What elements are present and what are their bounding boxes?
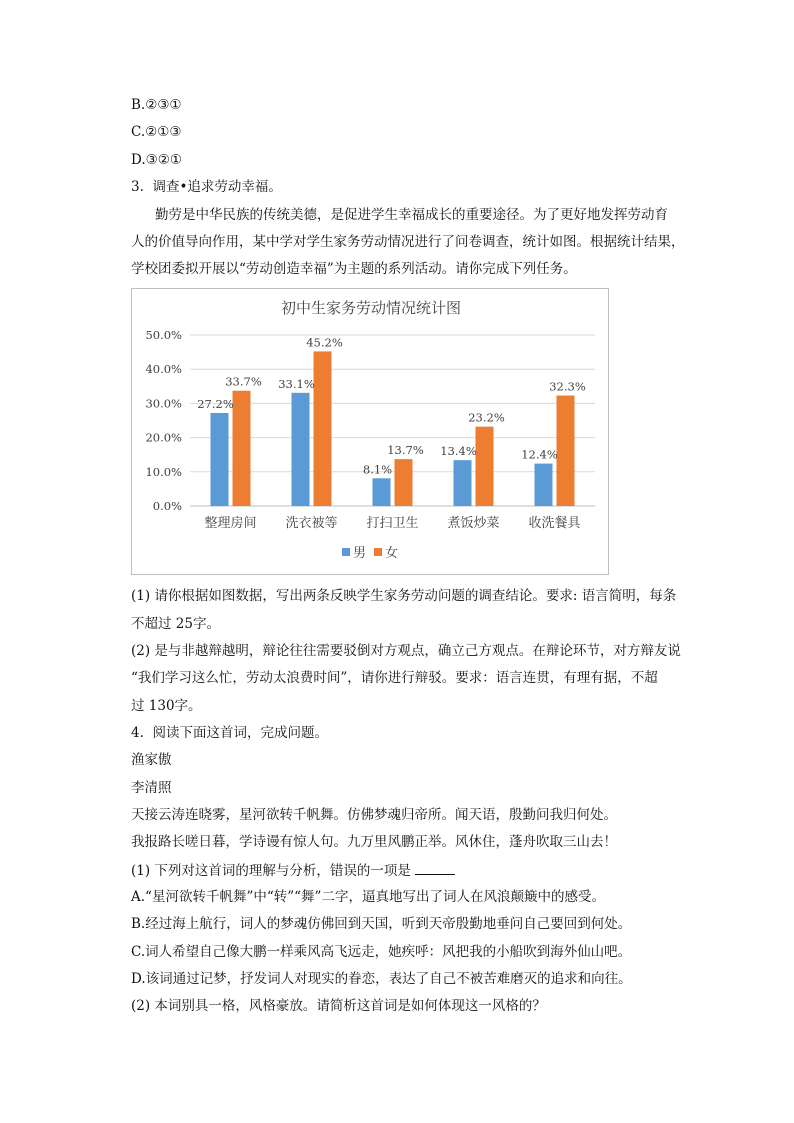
poem-title: 渔家傲 xyxy=(131,752,172,768)
chart-title: 初中生家务劳动情况统计图 xyxy=(280,299,462,317)
q3-heading: 3. 调查•追求劳动幸福。 xyxy=(131,179,282,195)
poem-verse1: 天接云涛连晓雾，星河欲转千帆舞。仿佛梦魂归帝所。闻天语，殷勤问我归何处。 xyxy=(131,807,617,823)
q4-sub1-text: (1) 下列对这首词的理解与分析，错误的一项是 xyxy=(131,863,411,879)
data-label: 32.3% xyxy=(549,379,586,394)
data-label: 33.7% xyxy=(225,374,262,389)
option-b-prev: B.②③① xyxy=(131,97,182,113)
q4-option-b: B.经过海上航行，词人的梦魂仿佛回到天国，听到天帝殷勤地垂问自己要回到何处。 xyxy=(131,916,632,932)
q3-para-line2: 人的价值导向作用，某中学对学生家务劳动情况进行了问卷调查，统计如图。根据统计结果， xyxy=(131,234,685,250)
legend-swatch xyxy=(342,548,350,556)
category-label: 收洗餐具 xyxy=(528,516,581,531)
data-label: 33.1% xyxy=(278,376,315,391)
task2-line3: 过 130字。 xyxy=(131,698,202,714)
option-d-prev: D.③②① xyxy=(131,152,182,168)
bar-male xyxy=(454,460,472,506)
legend-swatch xyxy=(374,548,382,556)
data-label: 13.4% xyxy=(440,444,477,459)
task1-line2: 不超过 25字。 xyxy=(131,616,220,632)
category-label: 煮饭炒菜 xyxy=(447,516,500,531)
y-tick-label: 50.0% xyxy=(145,328,182,342)
bar-male xyxy=(211,413,229,506)
y-tick-label: 0.0% xyxy=(152,499,182,513)
q4-sub2: (2) 本词别具一格，风格豪放。请简析这首词是如何体现这一风格的？ xyxy=(131,998,546,1014)
task2-line1: (2) 是与非越辩越明，辩论往往需要驳倒对方观点，确立己方观点。在辩论环节，对方辩友说 xyxy=(131,643,681,659)
data-label: 12.4% xyxy=(521,447,558,462)
bar-female xyxy=(395,459,413,506)
q4-option-a: A.“星河欲转千帆舞”中“转”“舞”二字，逼真地写出了词人在风浪颠簸中的感受。 xyxy=(131,889,605,905)
task1-line1: (1) 请你根据如图数据，写出两条反映学生家务劳动问题的调查结论。要求: 语言简明，每条 xyxy=(131,588,677,604)
q4-option-c: C.词人希望自己像大鹏一样乘风高飞远走，她疾呼：风把我的小船吹到海外仙山吧。 xyxy=(131,944,632,960)
q4-heading: 4. 阅读下面这首词，完成问题。 xyxy=(131,725,328,741)
data-label: 13.7% xyxy=(387,443,424,458)
bar-female xyxy=(314,351,332,506)
y-tick-label: 30.0% xyxy=(145,396,182,411)
bar-female xyxy=(233,391,251,506)
task2-line2: “我们学习这么忙，劳动太浪费时间”，请你进行辩驳。要求：语言连贯，有理有据，不超 xyxy=(131,670,658,686)
bar-male xyxy=(292,393,310,506)
q3-para-line3: 学校团委拟开展以“劳动创造幸福”为主题的系列活动。请你完成下列任务。 xyxy=(131,261,577,277)
poem-verse2: 我报路长嗟日暮，学诗谩有惊人句。九万里风鹏正举。风休住，蓬舟吹取三山去！ xyxy=(131,834,617,850)
legend-label: 男 xyxy=(353,546,367,561)
poem-author: 李清照 xyxy=(131,780,172,796)
q4-option-d: D.该词通过记梦，抒发词人对现实的眷恋，表达了自己不被苦难磨灭的追求和向往。 xyxy=(131,971,632,987)
data-label: 23.2% xyxy=(468,410,505,425)
y-tick-label: 40.0% xyxy=(145,362,182,377)
option-c-prev: C.②①③ xyxy=(131,124,182,140)
labor-chart xyxy=(131,288,609,575)
y-tick-label: 10.0% xyxy=(145,464,182,479)
category-label: 洗衣被等 xyxy=(285,516,338,531)
q3-para-line1: 勤劳是中华民族的传统美德，是促进学生幸福成长的重要途径。为了更好地发挥劳动育 xyxy=(155,207,668,223)
legend-label: 女 xyxy=(385,546,399,561)
answer-blank[interactable] xyxy=(415,860,455,875)
bar-female xyxy=(476,427,494,506)
data-label: 8.1% xyxy=(362,462,393,477)
y-tick-label: 20.0% xyxy=(145,430,182,445)
data-label: 27.2% xyxy=(197,396,234,411)
bar-male xyxy=(535,464,553,506)
chart-svg xyxy=(132,289,610,576)
bar-female xyxy=(557,396,575,506)
data-label: 45.2% xyxy=(306,335,343,350)
category-label: 打扫卫生 xyxy=(366,516,419,531)
category-label: 整理房间 xyxy=(204,516,257,531)
bar-male xyxy=(373,478,391,506)
q4-sub1 xyxy=(131,860,455,881)
